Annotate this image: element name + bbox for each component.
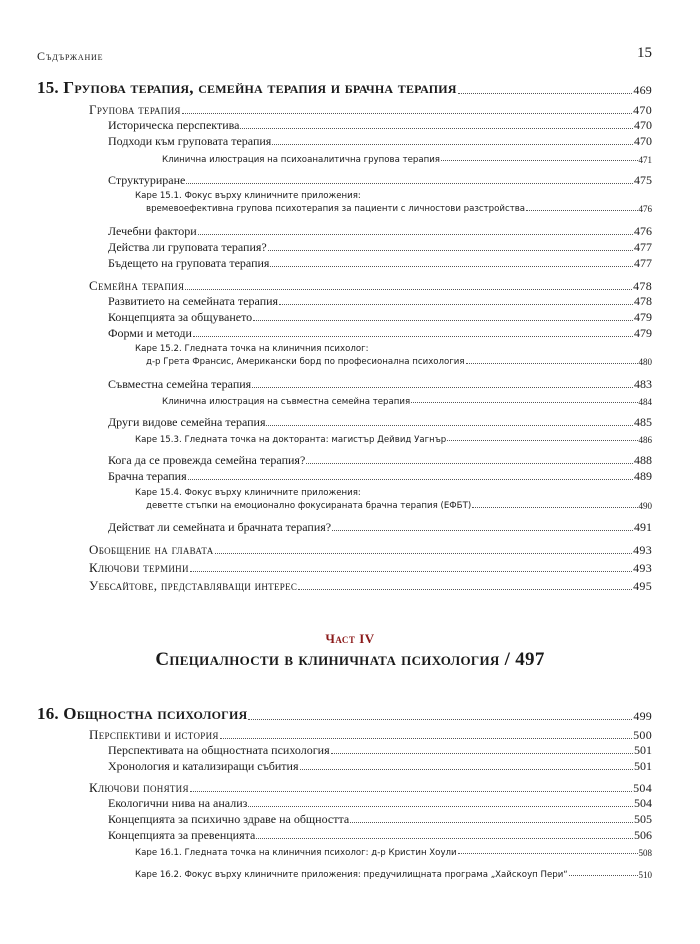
toc-title: Перспективи и история <box>89 727 219 742</box>
box-line-2: времевоефективна групова психотерапия за пациенти с личностови разстройства <box>146 204 526 214</box>
toc-entry-other-types[interactable] <box>108 415 652 430</box>
dot-leader <box>526 210 637 211</box>
box-line-2: д-р Грета Франсис, Американски борд по професионална психология <box>146 357 465 367</box>
toc-entry-future[interactable] <box>108 256 652 271</box>
dot-leader <box>252 387 633 388</box>
toc-entry-family-therapy[interactable] <box>89 278 652 294</box>
dot-leader <box>458 853 638 854</box>
toc-page: 478 <box>634 294 652 308</box>
dot-leader <box>186 183 633 184</box>
toc-title: Други видове семейна терапия <box>108 415 266 429</box>
toc-chapter-15[interactable] <box>37 78 652 98</box>
toc-page: 489 <box>634 469 652 483</box>
toc-title: 15. Групова терапия, семейна терапия и брачна терапия <box>37 78 457 97</box>
toc-title: Съвместна семейна терапия <box>108 377 252 391</box>
toc-title: Ключови термини <box>89 560 189 575</box>
toc-title: Екологични нива на анализ <box>108 796 248 810</box>
toc-box-15-3[interactable] <box>135 435 652 445</box>
toc-page: 510 <box>638 870 652 880</box>
toc-title: Клинична илюстрация на съвместна семейна терапия <box>162 397 411 407</box>
dot-leader <box>240 128 633 129</box>
toc-page: 477 <box>634 256 652 270</box>
toc-box-15-2[interactable] <box>135 344 652 367</box>
toc-page: 470 <box>634 118 652 132</box>
toc-entry-chronology[interactable] <box>108 759 652 774</box>
toc-entry-conjoint[interactable] <box>108 377 652 392</box>
toc-title: Уебсайтове, представляващи интерес <box>89 578 298 593</box>
toc-entry-websites[interactable] <box>89 578 652 594</box>
toc-title: Брачна терапия <box>108 469 187 483</box>
toc-page: 479 <box>634 310 652 324</box>
toc-entry-family-works[interactable] <box>108 520 652 535</box>
toc-title: Перспективата на общностната психология <box>108 743 330 757</box>
dot-leader <box>472 507 637 508</box>
toc-title: Действат ли семейната и брачната терапия? <box>108 520 332 534</box>
part-title[interactable]: Специалности в клиничната психология / 497 <box>155 649 545 670</box>
toc-entry-group-works[interactable] <box>108 240 652 255</box>
part-label: Част IV <box>325 631 375 646</box>
toc-page: 501 <box>634 759 652 773</box>
toc-title: Хронология и катализиращи събития <box>108 759 299 773</box>
toc-title: Каре 16.1. Гледната точка на клиничния психолог: д-р Кристин Хоули <box>135 848 457 858</box>
toc-entry-illus-psychoanalytic[interactable] <box>162 155 652 165</box>
toc-page: 478 <box>633 279 652 293</box>
toc-title: Клинична илюстрация на психоаналитична групова терапия <box>162 155 440 165</box>
dot-leader <box>300 769 634 770</box>
toc-entry-perspectives[interactable] <box>89 727 652 743</box>
toc-page: 476 <box>634 224 652 238</box>
dot-leader <box>332 530 633 531</box>
dot-leader <box>266 425 633 426</box>
toc-page: 500 <box>633 728 652 742</box>
dot-leader <box>256 838 633 839</box>
toc-box-16-1[interactable] <box>135 848 652 858</box>
dot-leader <box>248 806 633 807</box>
toc-entry-structuring[interactable] <box>108 173 652 188</box>
toc-title: Ключови понятия <box>89 780 189 795</box>
toc-page: 486 <box>638 435 652 445</box>
dot-leader <box>279 304 633 305</box>
toc-entry-when[interactable] <box>108 453 652 468</box>
dot-leader <box>190 571 632 572</box>
toc-entry-mental-health[interactable] <box>108 812 652 827</box>
toc-page: 495 <box>633 579 652 593</box>
toc-title: Семейна терапия <box>89 278 185 293</box>
toc-entry-ecological[interactable] <box>108 796 652 811</box>
dot-leader <box>458 93 633 94</box>
dot-leader <box>182 113 632 114</box>
toc-entry-prevention[interactable] <box>108 828 652 843</box>
toc-title: Развитието на семейната терапия <box>108 294 279 308</box>
toc-title: Концепцията за общуването <box>108 310 253 324</box>
toc-title: Каре 15.3. Гледната точка на докторанта: магистър Дейвид Уагнър <box>135 435 447 445</box>
toc-page: 471 <box>638 155 652 165</box>
toc-entry-approaches[interactable] <box>108 134 652 149</box>
toc-page: 484 <box>638 397 652 407</box>
toc-page: 504 <box>634 796 652 810</box>
toc-entry-perspective[interactable] <box>108 743 652 758</box>
toc-title: Действа ли груповата терапия? <box>108 240 267 254</box>
toc-page: 501 <box>634 743 652 757</box>
toc-entry-forms[interactable] <box>108 326 652 341</box>
toc-title: Обобщение на главата <box>89 542 214 557</box>
toc-title: Каре 16.2. Фокус върху клиничните приложения: предучилищната програма „Хайскоуп Пери“ <box>135 870 568 880</box>
page-number: 15 <box>637 45 652 61</box>
dot-leader <box>198 234 633 235</box>
toc-title: Концепцията за превенцията <box>108 828 256 842</box>
dot-leader <box>272 144 633 145</box>
box-line-1: Каре 15.2. Гледната точка на клиничния психолог: <box>135 344 369 354</box>
dot-leader <box>193 336 633 337</box>
toc-title: Кога да се провежда семейна терапия? <box>108 453 306 467</box>
dot-leader <box>253 320 633 321</box>
dot-leader <box>331 753 633 754</box>
dot-leader <box>411 402 637 403</box>
toc-page: 491 <box>634 520 652 534</box>
dot-leader <box>466 363 638 364</box>
toc-box-16-2[interactable] <box>135 870 652 880</box>
toc-page: 479 <box>634 326 652 340</box>
toc-title: 16. Общностна психология <box>37 704 248 723</box>
dot-leader <box>441 160 638 161</box>
toc-title: Историческа перспектива <box>108 118 240 132</box>
dot-leader <box>188 479 633 480</box>
dot-leader <box>569 875 638 876</box>
dot-leader <box>220 738 632 739</box>
dot-leader <box>350 822 633 823</box>
toc-entry-healing[interactable] <box>108 224 652 239</box>
dot-leader <box>268 250 633 251</box>
toc-entry-marital[interactable] <box>108 469 652 484</box>
toc-page: 483 <box>634 377 652 391</box>
toc-entry-key-concepts[interactable] <box>89 780 652 796</box>
box-line-1: Каре 15.1. Фокус върху клиничните приложения: <box>135 191 361 201</box>
toc-page: 470 <box>634 134 652 148</box>
toc-page: 470 <box>633 103 652 117</box>
toc-page: 504 <box>633 781 652 795</box>
toc-page: 493 <box>633 543 652 557</box>
toc-entry-development[interactable] <box>108 294 652 309</box>
toc-entry-communication[interactable] <box>108 310 652 325</box>
toc-page: 508 <box>638 848 652 858</box>
toc-page: 477 <box>634 240 652 254</box>
dot-leader <box>298 589 632 590</box>
toc-page: 506 <box>634 828 652 842</box>
toc-title: Подходи към груповата терапия <box>108 134 272 148</box>
toc-page: 475 <box>634 173 652 187</box>
dot-leader <box>215 553 633 554</box>
toc-page: 476 <box>638 204 652 214</box>
box-line-1: Каре 15.4. Фокус върху клиничните приложения: <box>135 488 361 498</box>
toc-entry-group-therapy[interactable] <box>89 102 652 118</box>
dot-leader <box>248 719 632 720</box>
toc-page: 480 <box>638 357 652 367</box>
toc-page: 493 <box>633 561 652 575</box>
toc-title: Форми и методи <box>108 326 192 340</box>
toc-page: 490 <box>638 501 652 511</box>
toc-entry-key-terms[interactable] <box>89 560 652 576</box>
toc-page: 499 <box>633 709 652 723</box>
box-line-2: деветте стъпки на емоционално фокусираната брачна терапия (ЕФБТ) <box>146 501 472 511</box>
dot-leader <box>306 463 633 464</box>
dot-leader <box>447 440 637 441</box>
toc-title: Концепцията за психично здраве на общността <box>108 812 350 826</box>
toc-title: Лечебни фактори <box>108 224 197 238</box>
toc-page: 505 <box>634 812 652 826</box>
toc-title: Бъдещето на груповата терапия <box>108 256 270 270</box>
toc-title: Групова терапия <box>89 102 181 117</box>
toc-page: 485 <box>634 415 652 429</box>
toc-title: Структуриране <box>108 173 186 187</box>
toc-entry-illus-conjoint[interactable] <box>162 397 652 407</box>
running-header: Съдържание <box>37 49 104 63</box>
toc-box-15-4[interactable] <box>135 488 652 511</box>
dot-leader <box>270 266 633 267</box>
toc-box-15-1[interactable] <box>135 191 652 214</box>
toc-chapter-16[interactable] <box>37 704 652 724</box>
toc-entry-historical[interactable] <box>108 118 652 133</box>
toc-entry-summary[interactable] <box>89 542 652 558</box>
dot-leader <box>185 289 632 290</box>
toc-page: 469 <box>633 83 652 97</box>
dot-leader <box>190 791 632 792</box>
toc-page: 488 <box>634 453 652 467</box>
